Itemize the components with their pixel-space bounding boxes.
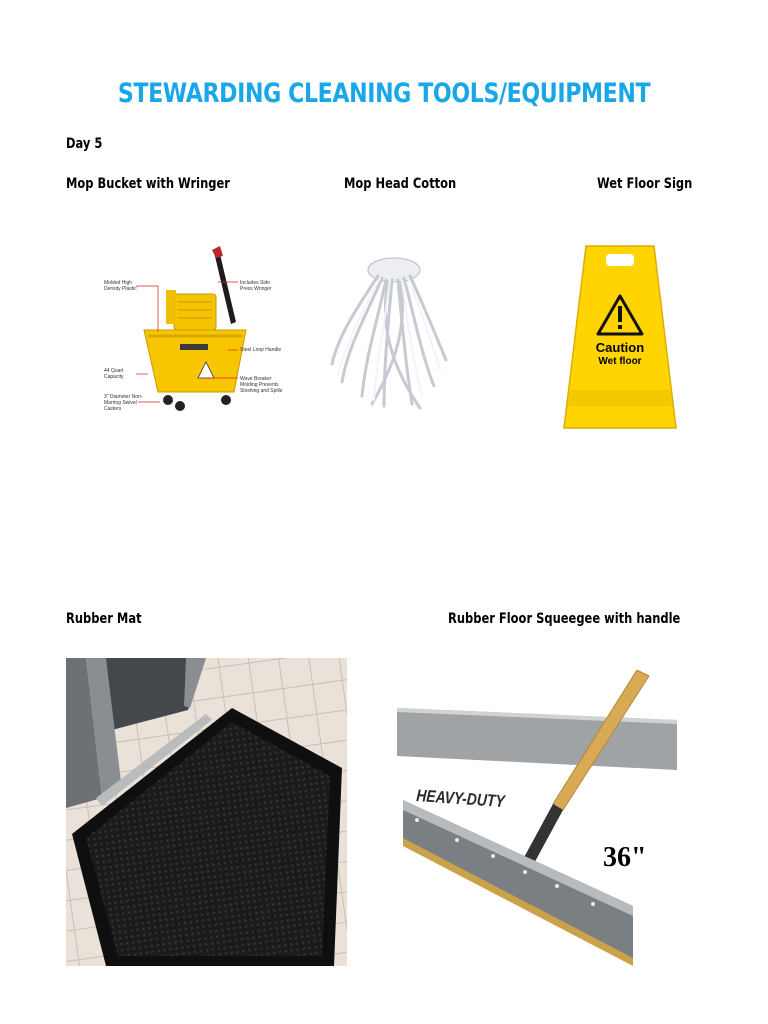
- squeegee-image: [397, 670, 677, 966]
- rubber-mat-image: [66, 658, 347, 966]
- squeegee-size-text: 36": [603, 842, 647, 873]
- callout-wave-breaker: Wave Breaker Molding Prevents Sloshing and Spills: [240, 376, 283, 394]
- squeegee-heavy-duty-text: HEAVY-DUTY: [415, 786, 506, 812]
- page-title: STEWARDING CLEANING TOOLS/EQUIPMENT: [117, 78, 651, 109]
- item-label-rubber-mat: Rubber Mat: [66, 611, 142, 627]
- item-label-mop-bucket: Mop Bucket with Wringer: [66, 176, 230, 192]
- callout-plastic: Molded High Density Plastic: [104, 280, 137, 292]
- callout-casters: 3" Diameter Non-Marring Swivel Casters: [104, 394, 143, 412]
- mop-head-image: [318, 236, 458, 432]
- sign-wet-floor-text: Wet floor: [598, 356, 642, 367]
- item-label-mop-head: Mop Head Cotton: [344, 176, 457, 192]
- item-label-squeegee: Rubber Floor Squeegee with handle: [448, 611, 681, 627]
- wet-floor-sign-image: [560, 240, 680, 434]
- day-label: Day 5: [66, 136, 103, 152]
- callout-handle: Steel Loop Handle: [240, 347, 282, 353]
- sign-caution-text: Caution: [595, 340, 645, 355]
- callout-wringer: Includes Side Press Wringer: [240, 280, 272, 292]
- item-label-wet-floor-sign: Wet Floor Sign: [597, 176, 693, 192]
- callout-capacity: 44 Quart Capacity: [104, 368, 124, 380]
- mop-bucket-image: [96, 232, 286, 432]
